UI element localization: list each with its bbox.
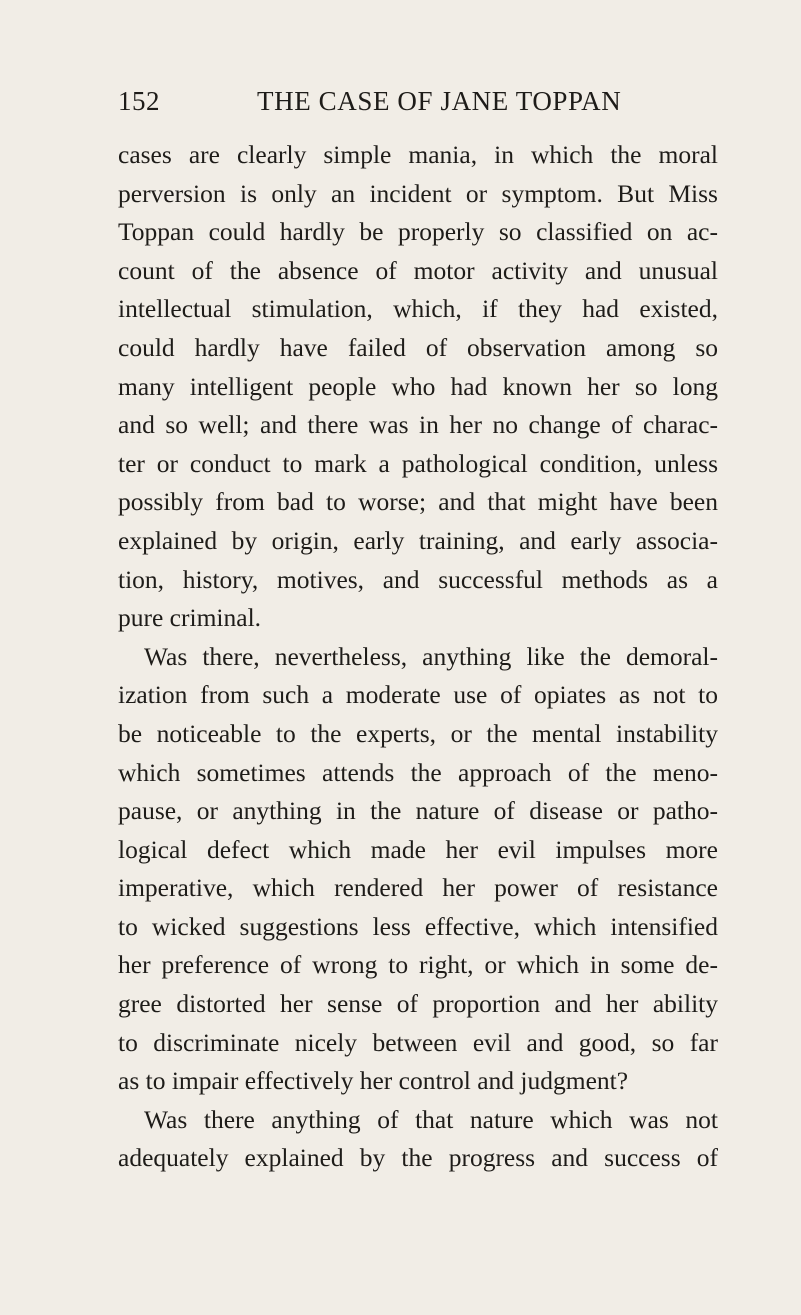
text-line: imperative, which rendered her power of resistance xyxy=(118,873,718,903)
text-line: adequately explained by the progress and success of xyxy=(118,1143,718,1173)
text-line: cases are clearly simple mania, in which the moral xyxy=(118,140,718,169)
running-head: THE CASE OF JANE TOPPAN xyxy=(257,86,622,116)
text-line: Was there, nevertheless, anything like the demoral- xyxy=(144,641,718,671)
text-line: gree distorted her sense of proportion and her ability xyxy=(118,989,718,1019)
text-line: pure criminal. xyxy=(118,603,262,633)
text-line: logical defect which made her evil impulses more xyxy=(118,834,718,864)
text-line: pause, or anything in the nature of disease or patho- xyxy=(118,796,718,826)
text-line: possibly from bad to worse; and that might have been xyxy=(118,487,718,517)
text-line: as to impair effectively her control and judgment? xyxy=(118,1066,629,1096)
text-line: Toppan could hardly be properly so classified on ac- xyxy=(118,217,718,247)
text-line: count of the absence of motor activity and unusual xyxy=(118,255,718,285)
text-line: and so well; and there was in her no change of charac- xyxy=(118,410,718,440)
page-number: 152 xyxy=(118,86,160,116)
text-line: Was there anything of that nature which was not xyxy=(144,1104,718,1134)
text-line: be noticeable to the experts, or the mental instability xyxy=(118,718,718,748)
body-text xyxy=(118,136,718,1178)
text-line: ter or conduct to mark a pathological condition, unless xyxy=(118,448,718,478)
text-line: perversion is only an incident or symptom. But Miss xyxy=(118,178,718,208)
text-line: her preference of wrong to right, or which in some de- xyxy=(118,950,718,980)
text-line: many intelligent people who had known her so long xyxy=(118,371,718,401)
page-header xyxy=(118,86,718,126)
text-line: to wicked suggestions less effective, which intensified xyxy=(118,911,718,941)
text-line: which sometimes attends the approach of the meno- xyxy=(118,757,718,787)
text-line: to discriminate nicely between evil and good, so far xyxy=(118,1027,718,1057)
text-line: explained by origin, early training, and early associa- xyxy=(118,525,718,555)
text-line: tion, history, motives, and successful methods as a xyxy=(118,564,718,594)
text-line: ization from such a moderate use of opiates as not to xyxy=(118,680,718,710)
text-line: could hardly have failed of observation among so xyxy=(118,332,718,362)
text-line: intellectual stimulation, which, if they had existed, xyxy=(118,294,718,324)
